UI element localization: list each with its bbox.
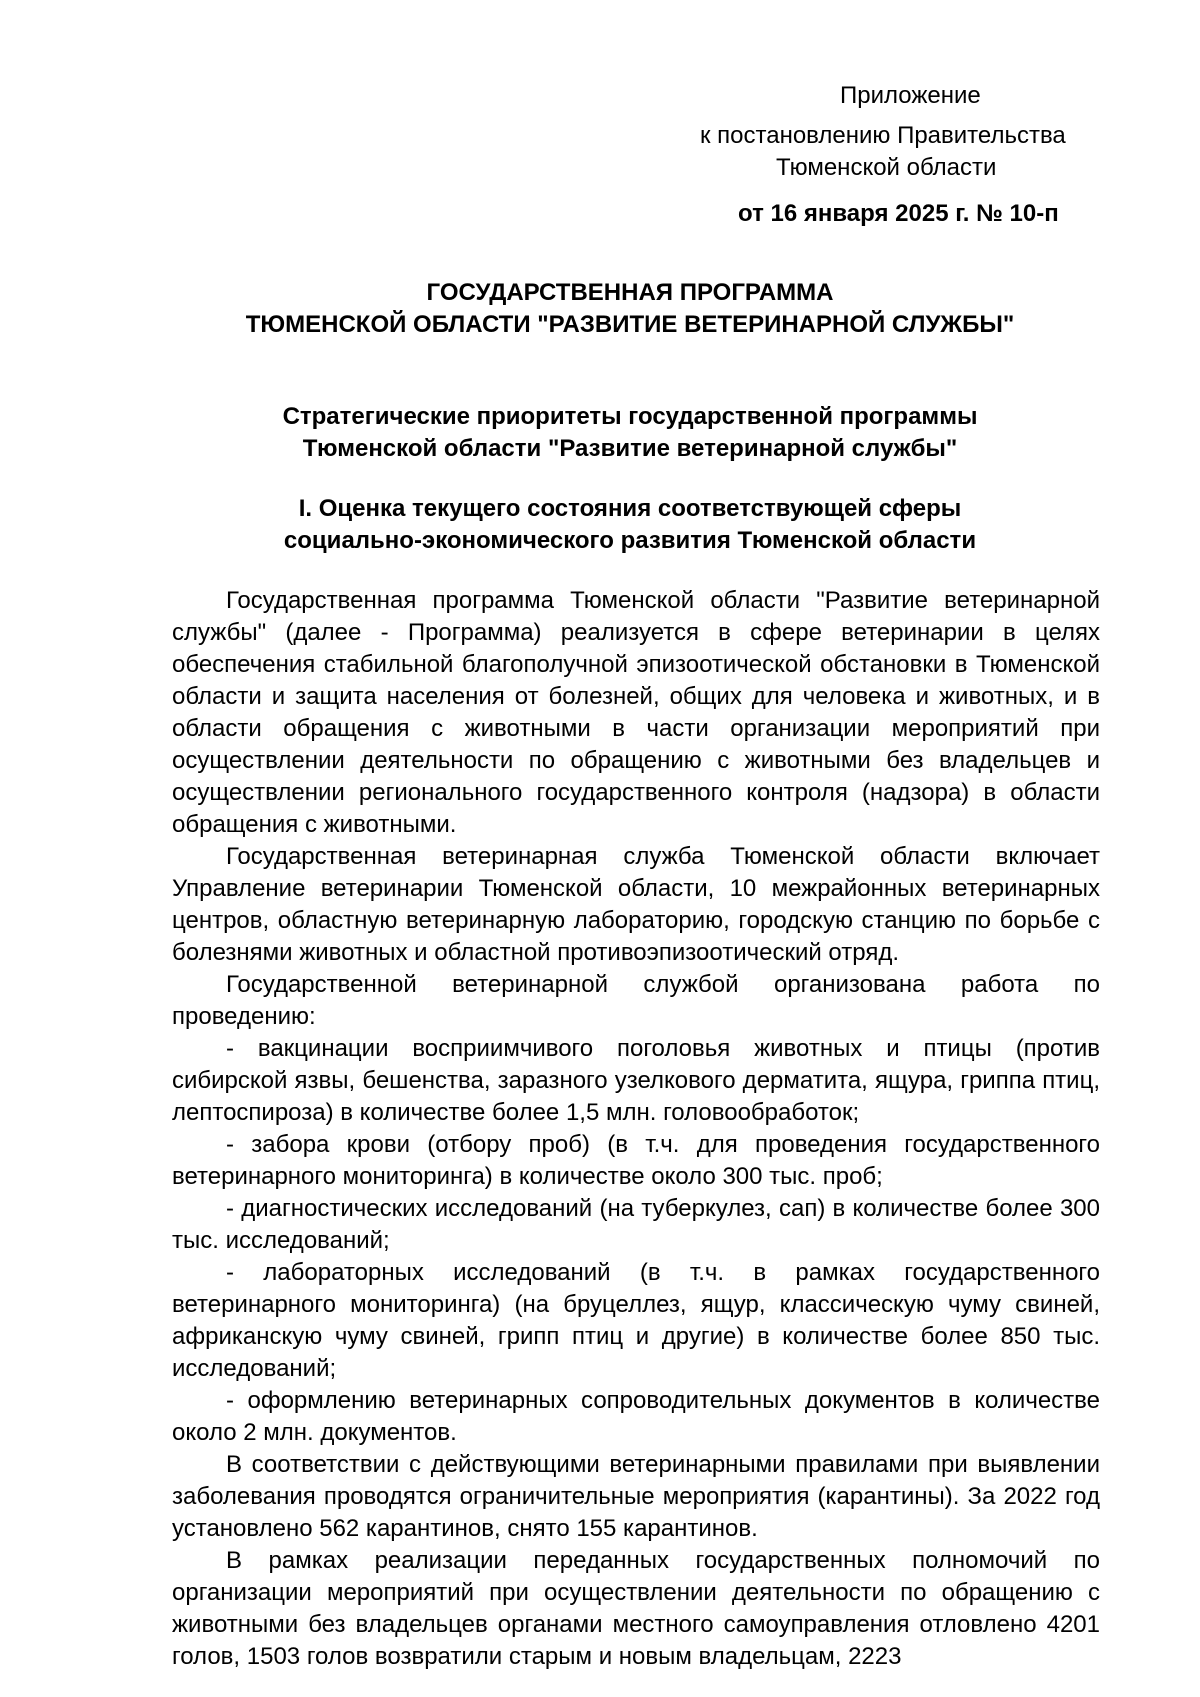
paragraph: Государственная программа Тюменской области "Развитие ветеринарной службы" (далее - Программа) реализуется в сфере ветеринарии в целях обеспечения стабильной благополучной эпизоотической обстановки в Тюменской области и защита населения от болезней, общих для человека и животных, и в области обращения с животными в части организации мероприятий при осуществлении деятельности по обращению с животными без владельцев и осуществлении регионального государственного контроля (надзора) в области обращения с животными. bbox=[172, 587, 1100, 838]
body-text bbox=[172, 585, 1100, 1673]
appendix-region-line: Тюменской области bbox=[776, 154, 997, 181]
appendix-label: Приложение bbox=[840, 82, 981, 109]
list-item: - лабораторных исследований (в т.ч. в рамках государственного ветеринарного мониторинга) (на бруцеллез, ящур, классическую чуму свиней, африканскую чуму свиней, грипп птиц и другие) в количестве более 850 тыс. исследований; bbox=[172, 1259, 1100, 1382]
paragraph: В соответствии с действующими ветеринарными правилами при выявлении заболевания проводятся ограничительные мероприятия (карантины). За 2022 год установлено 562 карантинов, снято 155 карантинов. bbox=[172, 1451, 1100, 1542]
paragraph: В рамках реализации переданных государственных полномочий по организации мероприятий при осуществлении деятельности по обращению с животными без владельцев органами местного самоуправления отловлено 4201 голов, 1503 голов возвратили старым и новым владельцам, 2223 bbox=[172, 1547, 1100, 1670]
priorities-heading bbox=[150, 401, 1110, 465]
program-title-line-2: ТЮМЕНСКОЙ ОБЛАСТИ "РАЗВИТИЕ ВЕТЕРИНАРНОЙ СЛУЖБЫ" bbox=[245, 311, 1015, 338]
priorities-heading-line-1: Стратегические приоритеты государственной программы bbox=[282, 403, 978, 430]
paragraph: Государственная ветеринарная служба Тюменской области включает Управление ветеринарии Тюменской области, 10 межрайонных ветеринарных центров, областную ветеринарную лабораторию, городскую станцию по борьбе с болезнями животных и областной противоэпизоотический отряд. bbox=[172, 843, 1100, 966]
section-heading bbox=[150, 493, 1110, 557]
decree-reference: от 16 января 2025 г. № 10-п bbox=[738, 200, 1059, 227]
appendix-decree-line: к постановлению Правительства bbox=[700, 122, 1066, 149]
section-heading-line-1: I. Оценка текущего состояния соответствующей сферы bbox=[298, 495, 962, 522]
section-heading-line-2: социально-экономического развития Тюменской области bbox=[283, 527, 977, 554]
paragraph: Государственной ветеринарной службой организована работа по проведению: bbox=[172, 971, 1100, 1030]
list-item: - забора крови (отбору проб) (в т.ч. для проведения государственного ветеринарного мониторинга) в количестве около 300 тыс. проб; bbox=[172, 1131, 1100, 1190]
priorities-heading-line-2: Тюменской области "Развитие ветеринарной службы" bbox=[302, 435, 958, 462]
list-item: - оформлению ветеринарных сопроводительных документов в количестве около 2 млн. документов. bbox=[172, 1387, 1100, 1446]
list-item: - вакцинации восприимчивого поголовья животных и птицы (против сибирской язвы, бешенства, заразного узелкового дерматита, ящура, гриппа птиц, лептоспироза) в количестве более 1,5 млн. головообработок; bbox=[172, 1035, 1100, 1126]
program-title-line-1: ГОСУДАРСТВЕННАЯ ПРОГРАММА bbox=[426, 279, 834, 306]
program-title bbox=[150, 277, 1110, 341]
list-item: - диагностических исследований (на туберкулез, сап) в количестве более 300 тыс. исследований; bbox=[172, 1195, 1100, 1254]
